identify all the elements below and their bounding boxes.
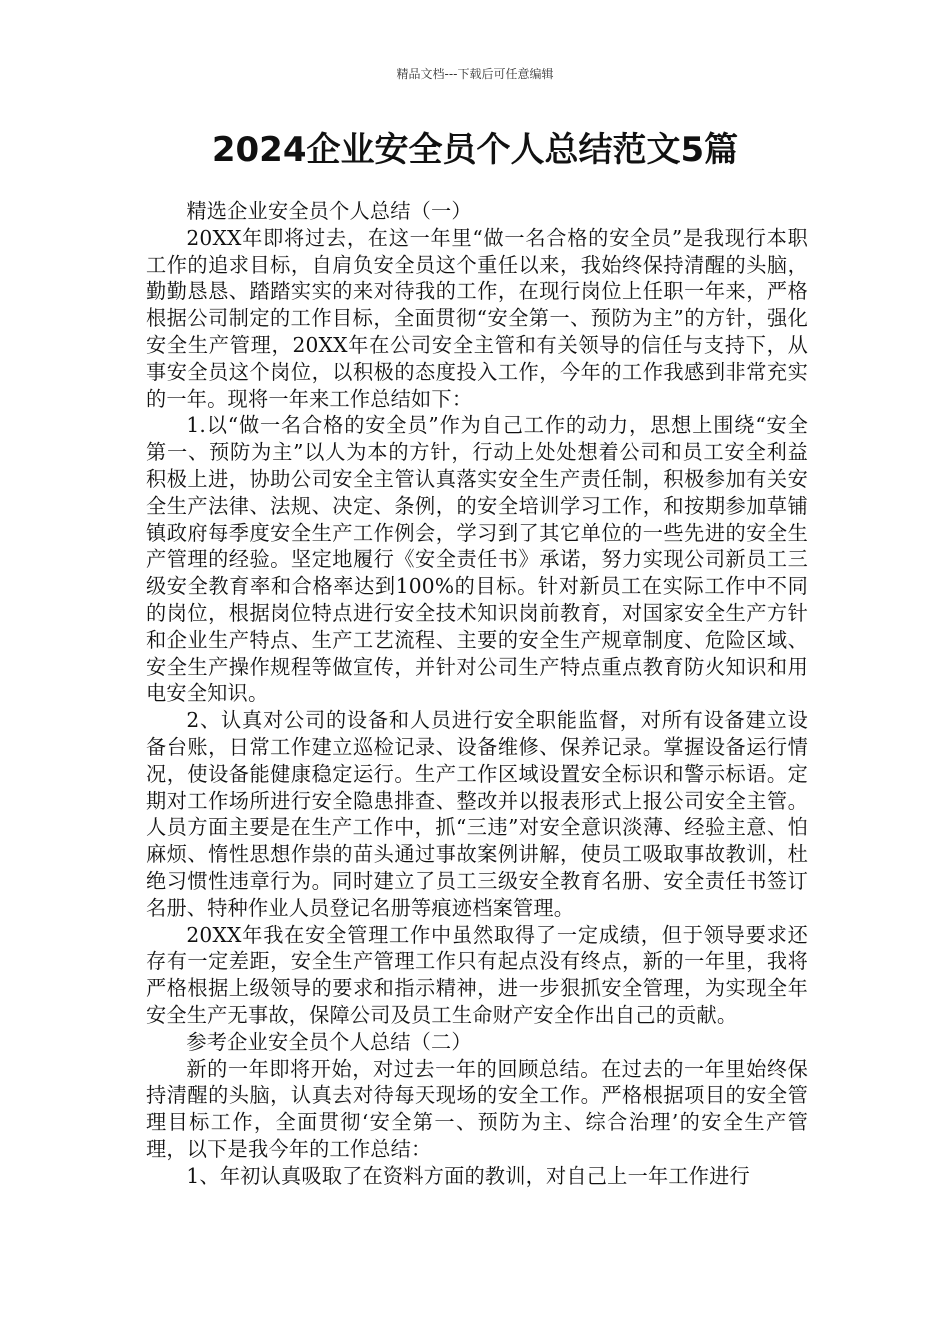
paragraph: 2、认真对公司的设备和人员进行安全职能监督，对所有设备建立设备台账，日常工作建立巡检记录、设备维修、保养记录。掌握设备运行情况，使设备能健康稳定运行。生产工作区域设置安全标识和警示标语。定期对工作场所进行安全隐患排查、整改并以报表形式上报公司安全主管。人员方面主要是在生产工作中，抓“三违”对安全意识淡薄、经验主意、怕麻烦、惰性思想作祟的苗头通过事故案例讲解，使员工吸取事故教训，杜绝习惯性违章行为。同时建立了员工三级安全教育名册、安全责任书签订名册、特种作业人员登记名册等痕迹档案管理。 [146,708,808,920]
paragraph: 20XX年即将过去，在这一年里“做一名合格的安全员”是我现行本职工作的追求目标，自肩负安全员这个重任以来，我始终保持清醒的头脑，勤勤恳恳、踏踏实实的来对待我的工作，在现行岗位上任职一年来，严格根据公司制定的工作目标，全面贯彻“安全第一、预防为主”的方针，强化安全生产管理，20XX年在公司安全主管和有关领导的信任与支持下，从事安全员这个岗位，以积极的态度投入工作，今年的工作我感到非常充实的一年。现将一年来工作总结如下： [146,225,808,411]
section-heading-1: 精选企业安全员个人总结（一） [186,199,472,223]
paragraph: 1.以“做一名合格的安全员”作为自己工作的动力，思想上围绕“安全第一、预防为主”以人为本的方针，行动上处处想着公司和员工安全利益积极上进，协助公司安全主管认真落实安全生产责任制，积极参加有关安全生产法律、法规、决定、条例，的安全培训学习工作，和按期参加草铺镇政府每季度安全生产工作例会，学习到了其它单位的一些先进的安全生产管理的经验。坚定地履行《安全责任书》承诺，努力实现公司新员工三级安全教育率和合格率达到100%的目标。针对新员工在实际工作中不同的岗位，根据岗位特点进行安全技术知识岗前教育，对国家安全生产方针和企业生产特点、生产工艺流程、主要的安全生产规章制度、危险区域、安全生产操作规程等做宣传，并针对公司生产特点重点教育防火知识和用电安全知识。 [146,413,808,706]
paragraph: 新的一年即将开始，对过去一年的回顾总结。在过去的一年里始终保持清醒的头脑，认真去对待每天现场的安全工作。严格根据项目的安全管理目标工作，全面贯彻‘安全第一、预防为主、综合治理’的安全生产管理，以下是我今年的工作总结： [146,1056,808,1161]
paragraph: 20XX年我在安全管理工作中虽然取得了一定成绩，但于领导要求还存有一定差距，安全生产管理工作只有起点没有终点，新的一年里，我将严格根据上级领导的要求和指示精神，进一步狠抓安全管理，为实现全年安全生产无事故，保障公司及员工生命财产安全作出自己的贡献。 [146,922,808,1027]
paragraph: 1、年初认真吸取了在资料方面的教训，对自己上一年工作进行 [186,1163,750,1188]
header-note: 精品文档---下载后可任意编辑 [396,67,554,81]
section-heading-2: 参考企业安全员个人总结（二） [186,1029,472,1054]
document-body [146,198,808,1189]
document-title: 2024企业安全员个人总结范文5篇 [211,130,739,170]
